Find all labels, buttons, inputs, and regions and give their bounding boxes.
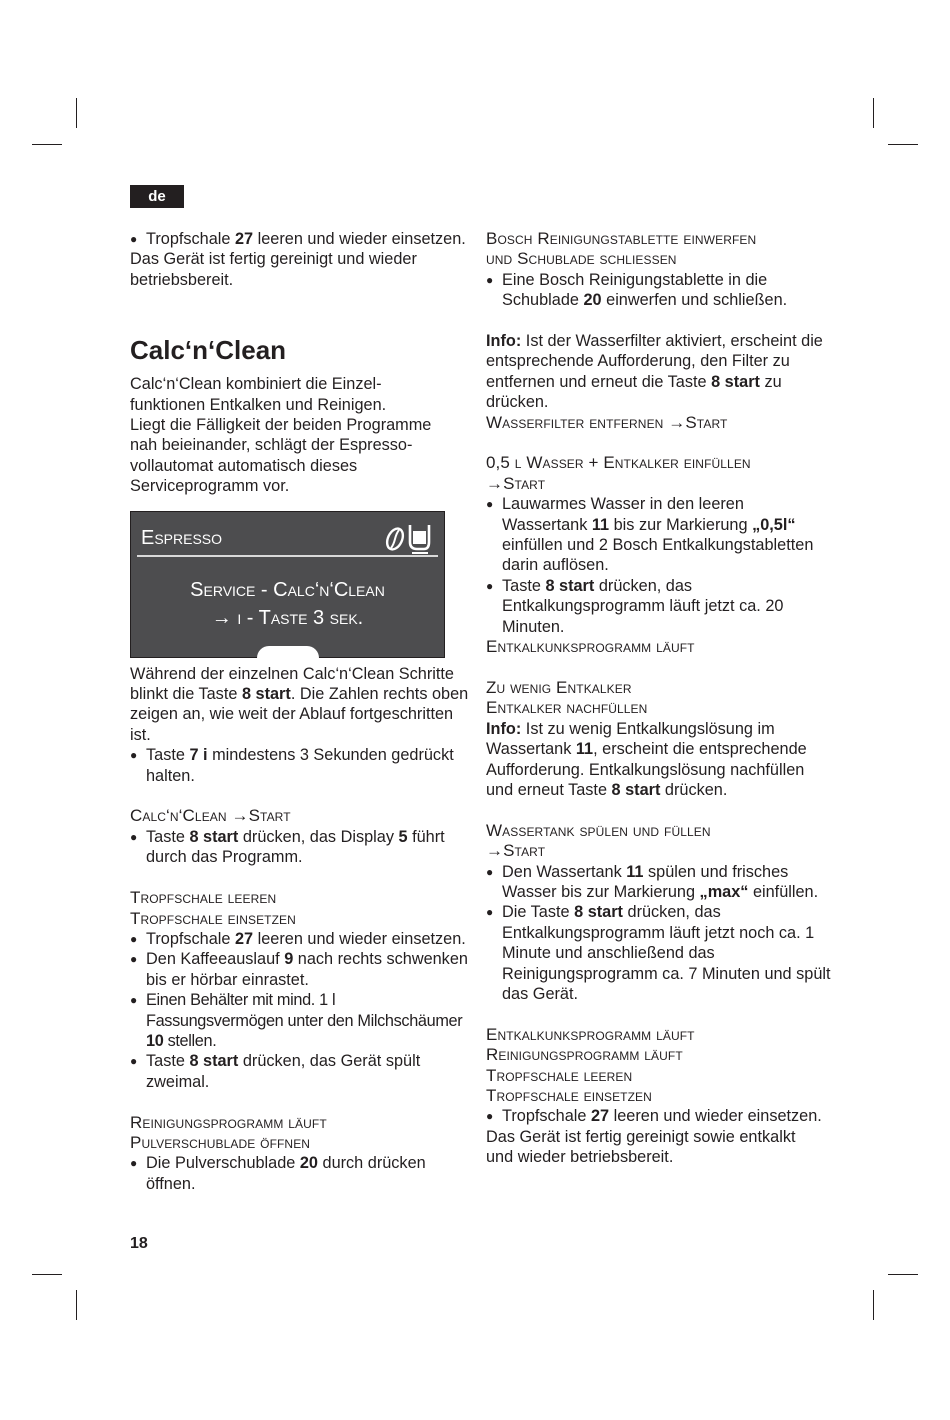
paragraph: Während der einzelnen Calc‘n‘Clean Schritte blinkt die Taste 8 start. Die Zahlen rechts oben zeigen an, wie weit der Ablauf fortgeschritten ist. <box>130 664 469 744</box>
step-heading: Pulverschublade öffnen <box>130 1132 311 1152</box>
paragraph: Das Gerät ist fertig gereinigt und wieder <box>130 250 417 269</box>
list-item: ● Einen Behälter mit mind. 1 l Fassungsvermögen unter den Milchschäumer 10 stellen. <box>130 990 475 1051</box>
info-note: Info: Ist zu wenig Entkalkungslösung im Wassertank 11, erscheint die entsprechende Aufforderung. Entkalkungslösung nachfüllen und erneut Taste 8 start drücken. <box>486 719 807 799</box>
step-heading: Bosch Reinigungstablette einwerfen <box>486 229 757 248</box>
section-title: Calc‘n‘Clean <box>130 335 287 366</box>
list-item: ● Die Pulverschublade 20 durch drücken öffnen. <box>130 1153 475 1194</box>
description-line: Serviceprogramm vor. <box>130 477 290 496</box>
paragraph: und wieder betriebsbereit. <box>486 1148 674 1167</box>
list-item: ● Lauwarmes Wasser in den leeren Wassertank 11 bis zur Markierung „0,5l“ einfüllen und 2 Bosch Entkalkungstabletten darin auflösen. <box>486 494 831 576</box>
list-item: ● Tropfschale 27 leeren und wieder einsetzen. <box>486 1106 831 1126</box>
display-message-line: Service - Calc‘n‘Clean <box>190 578 385 601</box>
crop-mark <box>32 1274 62 1275</box>
step-heading: Wassertank spülen und füllen <box>486 820 711 840</box>
display-icons <box>382 522 434 552</box>
display-message <box>131 576 444 632</box>
step-heading: Tropfschale leeren <box>130 888 277 908</box>
step-heading: Zu wenig Entkalker <box>486 677 632 697</box>
crop-mark <box>32 144 62 145</box>
step-heading: →Start <box>486 473 546 493</box>
step-heading: Tropfschale einsetzen <box>486 1085 652 1105</box>
list-item: ● Taste 7 i mindestens 3 Sekunden gedrückt halten. <box>130 745 475 786</box>
step-heading: Tropfschale leeren <box>486 1065 633 1085</box>
right-column <box>486 229 831 1168</box>
paragraph: Das Gerät ist fertig gereinigt sowie entkalkt <box>486 1127 796 1146</box>
step-heading: Entkalkunksprogramm läuft <box>486 637 695 657</box>
display-label: Espresso <box>141 526 223 549</box>
list-item: ● Eine Bosch Reinigungstablette in die Schublade 20 einwerfen und schließen. <box>486 270 831 311</box>
left-column <box>130 229 475 1194</box>
crop-mark <box>76 1290 77 1320</box>
list-item: ● Tropfschale 27 leeren und wieder einsetzen. <box>130 929 475 949</box>
step-heading: Entkalker nachfüllen <box>486 698 648 718</box>
list-item: ● Taste 8 start drücken, das Display 5 führt durch das Programm. <box>130 827 475 868</box>
description-line: nah beieinander, schlägt der Espresso- <box>130 436 413 455</box>
info-note: Info: Ist der Wasserfilter aktiviert, erscheint die entsprechende Aufforderung, den Filter zu entfernen und erneut die Taste 8 start zu drücken. <box>486 332 823 412</box>
crop-mark <box>76 98 77 128</box>
list-item: ● Tropfschale 27 leeren und wieder einsetzen. <box>130 229 475 249</box>
crop-mark <box>888 1274 918 1275</box>
machine-display <box>130 511 445 658</box>
crop-mark <box>888 144 918 145</box>
display-notch <box>257 646 319 658</box>
step-heading: →Start <box>486 841 546 861</box>
step-heading: Tropfschale einsetzen <box>130 908 296 928</box>
list-item: ● Taste 8 start drücken, das Entkalkungsprogramm läuft jetzt ca. 20 Minuten. <box>486 576 831 637</box>
description-line: vollautomat automatisch dieses <box>130 456 358 475</box>
step-heading: Reinigungsprogramm läuft <box>486 1045 683 1065</box>
page-number: 18 <box>130 1235 148 1252</box>
step-heading: Wasserfilter entfernen →Start <box>486 412 728 432</box>
display-message-line: → i - Taste 3 sek. <box>211 606 364 629</box>
step-heading: Calc‘n‘Clean →Start <box>130 806 291 826</box>
language-tab: de <box>130 185 184 208</box>
step-heading: Entkalkunksprogramm läuft <box>486 1024 695 1044</box>
crop-mark <box>873 98 874 128</box>
list-item: ● Taste 8 start drücken, das Gerät spült zweimal. <box>130 1051 475 1092</box>
description-line: Calc‘n‘Clean kombiniert die Einzel- <box>130 375 382 394</box>
description-line: funktionen Entkalken und Reinigen. <box>130 395 387 414</box>
description <box>130 374 475 496</box>
list-item: ● Den Kaffeeauslauf 9 nach rechts schwenken bis er hörbar einrastet. <box>130 949 475 990</box>
step-heading: Reinigungsprogramm läuft <box>130 1112 327 1132</box>
list-item: ● Den Wassertank 11 spülen und frisches Wasser bis zur Markierung „max“ einfüllen. <box>486 862 831 903</box>
cup-icon <box>410 525 429 553</box>
coffee-bean-icon <box>382 522 434 554</box>
description-line: Liegt die Fälligkeit der beiden Programme <box>130 416 432 435</box>
list-item: ● Die Taste 8 start drücken, das Entkalkungsprogramm läuft jetzt noch ca. 1 Minute und anschließend das Reinigungsprogramm ca. 7 Minuten und spült das Gerät. <box>486 902 831 1004</box>
display-divider <box>137 555 438 557</box>
step-heading: 0,5 l Wasser + Entkalker einfüllen <box>486 453 751 473</box>
step-heading: und Schublade schliessen <box>486 249 677 269</box>
paragraph: betriebsbereit. <box>130 270 234 289</box>
crop-mark <box>873 1290 874 1320</box>
